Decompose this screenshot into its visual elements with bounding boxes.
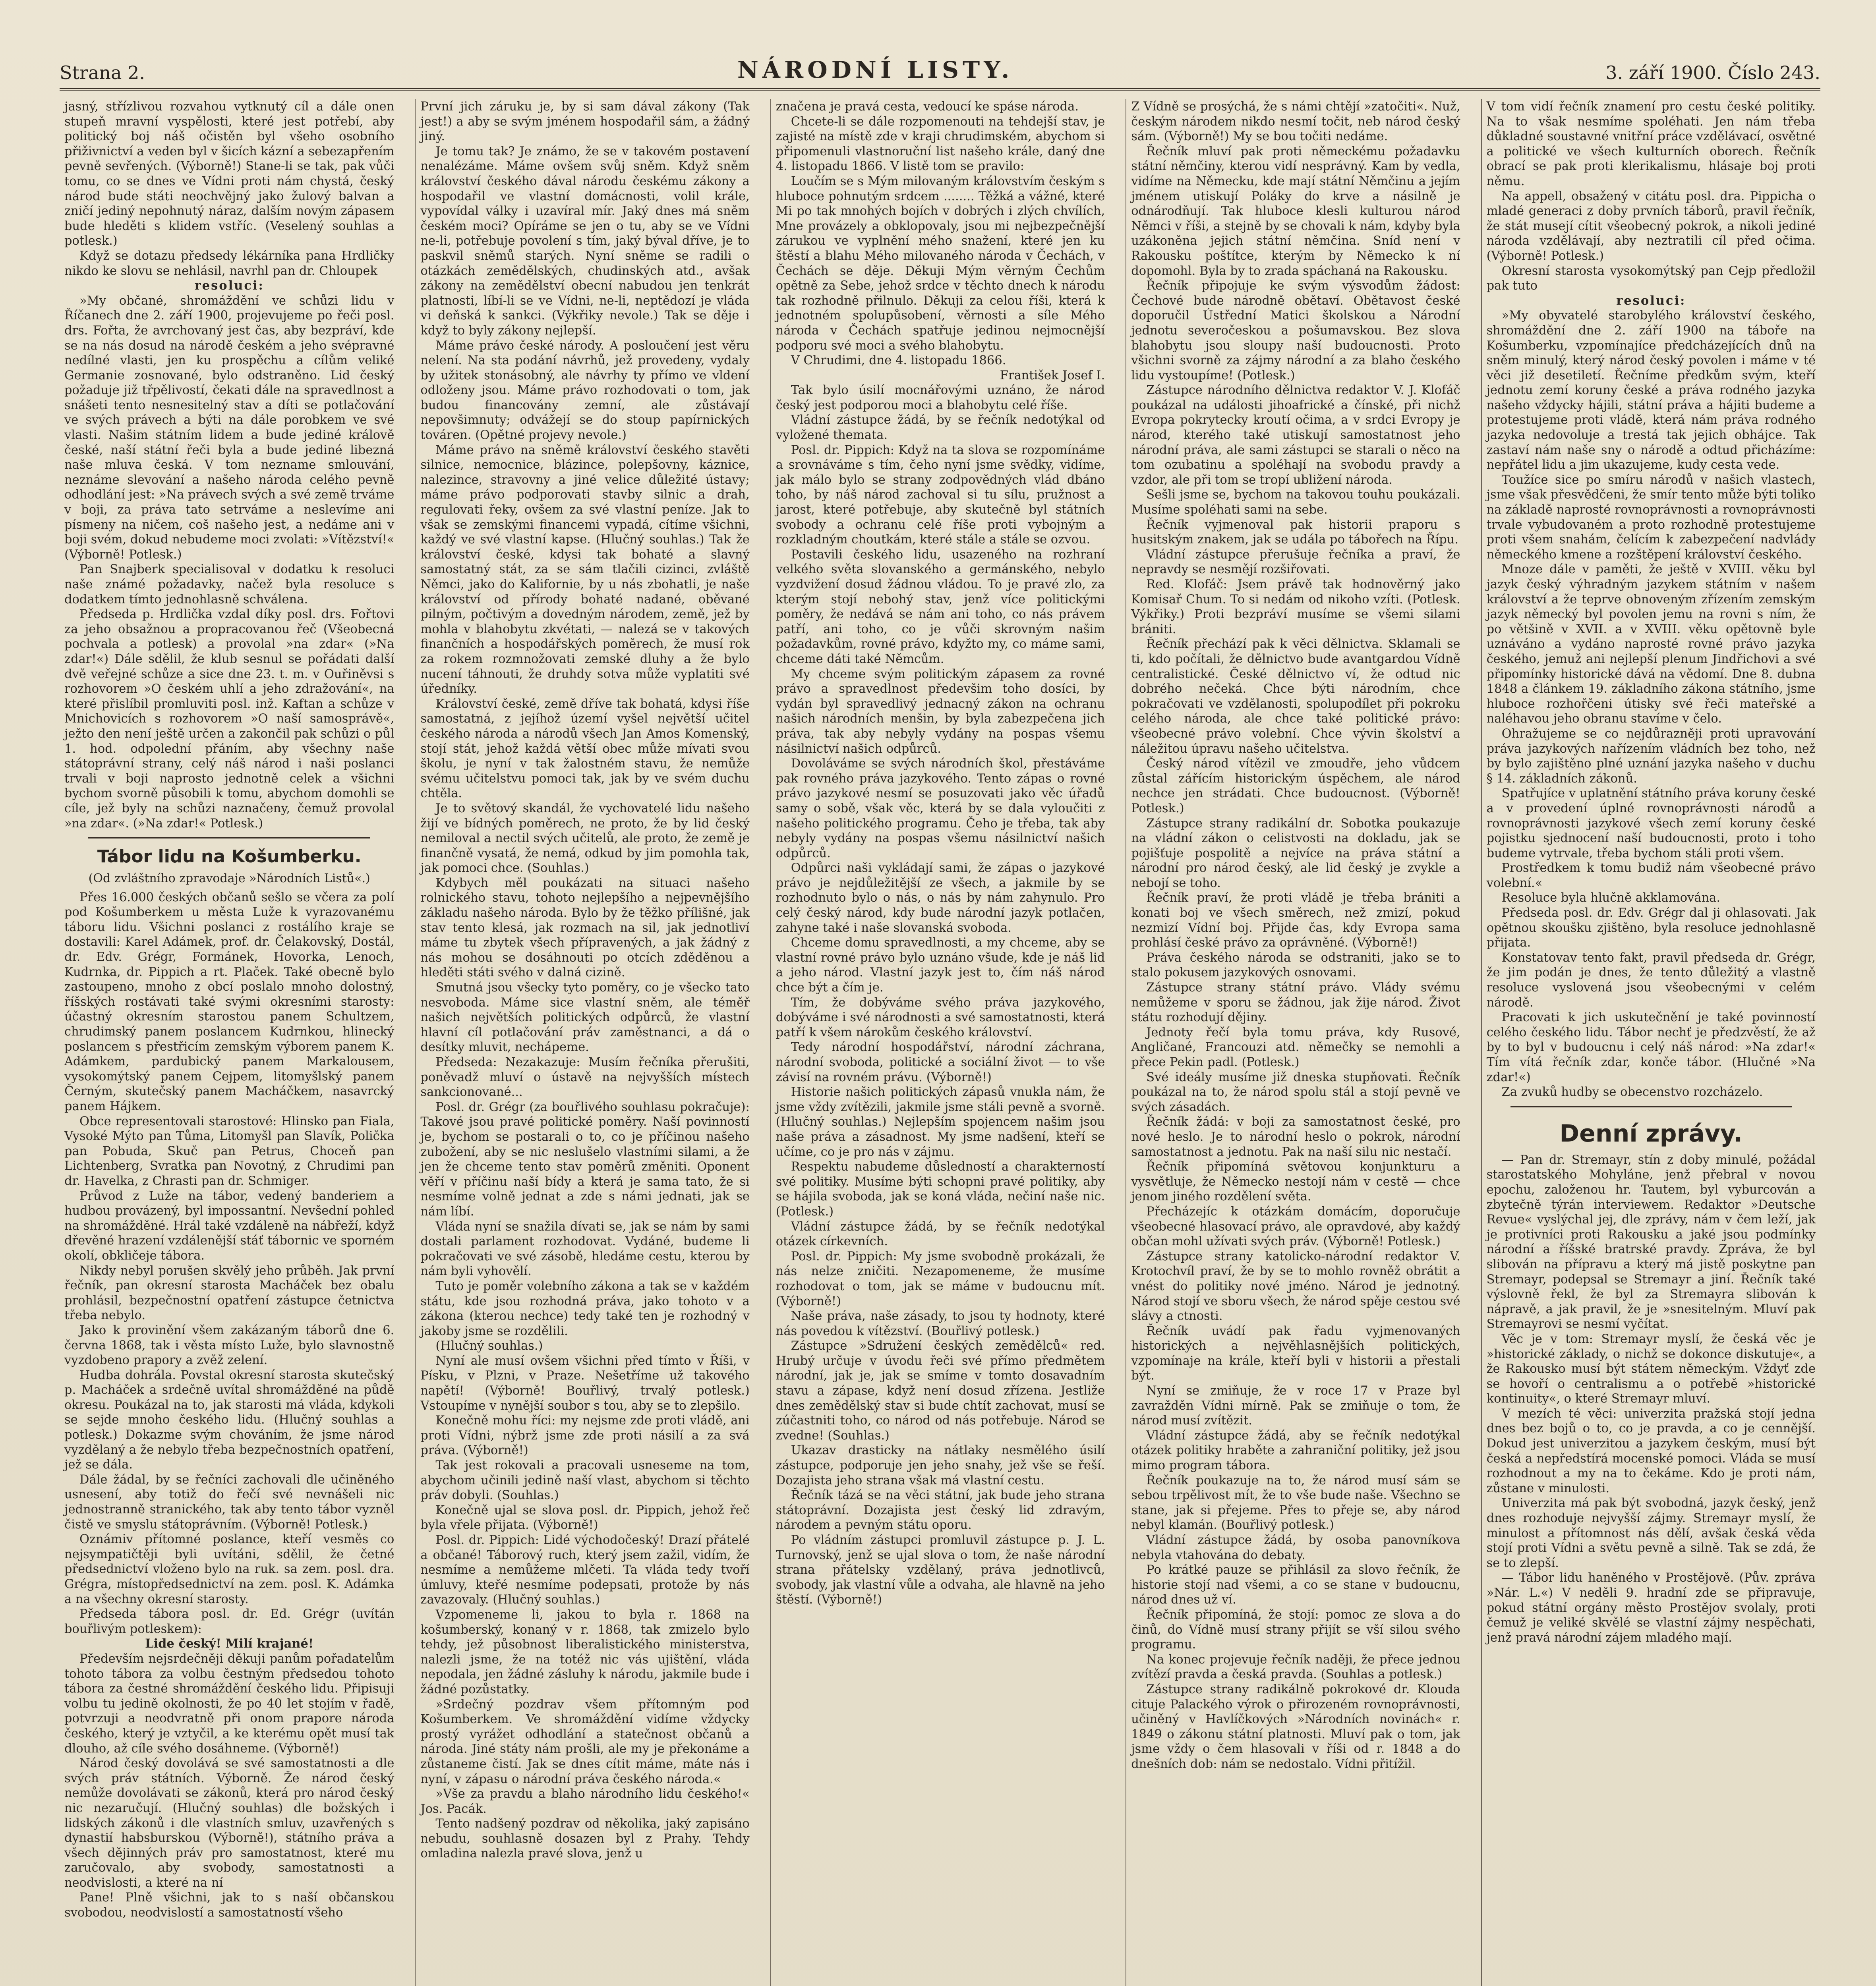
paragraph: Řečník připomíná světovou konjunkturu a vysvětluje, že Německo nestojí nám v cestě — chce jenom jiného rozdělení světa. — [1131, 1160, 1460, 1204]
paragraph: V tom vidí řečník znamení pro cestu české politiky. Na to však nesmíme spoléhati. Jen nám třeba důkladné soustavné vnitřní práce vzdělávací, osvětné a politické ve všech kulturních oborech. Řečník obrací se pak proti klerikalismu, hlásaje boj proti němu. — [1486, 100, 1816, 188]
paragraph: Předseda posl. dr. Edv. Grégr dal ji ohlasovati. Jak opětnou skoušku zjištěno, byla resoluce jednohlasně přijata. — [1486, 906, 1816, 950]
paragraph: Historie našich politických zápasů vnukla nám, že jsme vždy zvítězili, jakmile jsme stáli pevně a svorně. (Hlučný souhlas.) Nejlepším spojencem našim jsou naše práva a zásadnost. My jsme nadšení, kteří se učíme, co je pro nás v zájmu. — [776, 1085, 1105, 1159]
paragraph: Konečně ujal se slova posl. dr. Pippich, jehož řeč byla vřele přijata. (Výborně!) — [420, 1503, 750, 1532]
paragraph: Tedy národní hospodářství, národní záchrana, národní svoboda, politické a sociální život — to vše závisí na rovném právu. (Výborně!) — [776, 1040, 1105, 1084]
paragraph: Řečník připomíná, že stojí: pomoc ze slova a do činů, do Vídně musí strany přijít se vší silou svého programu. — [1131, 1607, 1460, 1652]
paragraph: Na konec projevuje řečník naději, že přece jednou zvítězí pravda a česká pravda. (Souhlas a potlesk.) — [1131, 1652, 1460, 1682]
paragraph: Pan Snajberk specialisoval v dodatku k resoluci naše známé požadavky, načež byla resoluce s dodatkem tímto jednohlasně schválena. — [64, 562, 395, 607]
paragraph: Konstatovav tento fakt, pravil předseda dr. Grégr, že jim podán je dnes, že tento důležitý a vlastně resoluce vyslovená jsou všeobecnými v celém národě. — [1486, 950, 1816, 1010]
paragraph: Vzpomeneme li, jakou to byla r. 1868 na košumberský, konaný v r. 1868, tak zmizelo bylo tehdy, jež působnost liberalistického ministerstva, nalezli jsme, že na totéž nic vás ujištění, vláda nepodala, jen žádné zásluhy k národu, jakmile bude i žádné pozůstatky. — [420, 1607, 750, 1696]
paragraph: Posl. dr. Grégr (za bouřlivého souhlasu pokračuje): Takové jsou pravé politické poměry. Naší povinností je, bychom se postarali o to, co je příčinou našeho zubožení, aby se nic neslušelo vlastními silami, a že jen že chceme tento stav poměrů změniti. Oponent věří v příčinu naší bídy a která je sama tato, že si nesmíme volně jednat a zde s námi jednati, jak se nám líbí. — [420, 1100, 750, 1219]
paragraph: Království české, země dříve tak bohatá, kdysi říše samostatná, z jejíhož území vyšel největší učitel českého národa a národů všech Jan Amos Komenský, stojí stát, jehož každá větší obec může mívati svou školu, je nyní v tak žalostném stavu, že nemůže svému učitelstvu pomoci tak, jak by ve svém duchu chtěla. — [420, 697, 750, 801]
paragraph: Zástupce »Sdružení českých zemědělců« red. Hrubý určuje v úvodu řeči své přímo předmětem národní, jak je, jak se smíme v tomto dosavadním stavu a zápase, když není dosud zřízena. Jestliže dnes zemědělský stav si bude chtít zachovat, musí se zúčastniti toho, co národ od nás potřebuje. Národ se zvedne! (Souhlas.) — [776, 1339, 1105, 1443]
paragraph: Předseda: Nezakazuje: Musím řečníka přerušiti, poněvadž mluví o ústavě na nejvyšších místech sankcionované... — [420, 1055, 750, 1099]
paragraph: Vládní zástupce žádá, by osoba panovníkova nebyla vtahována do debaty. — [1131, 1533, 1460, 1562]
paragraph: Národ český dovolává se své samostatnosti a dle svých práv státních. Výborně. Že národ český nemůže dovolávati se zákonů, která pro národ český nic nezaručují. (Hlučný souhlas) dle božských i lidských zákonů i dle vlastních smluv, uzavřených s dynastií habsburskou (Výborně!), státního práva a všech dějinných práv pro samostatnost, které mu zaručovalo, aby svobody, samostatnosti a neodvislosti, a které na ní — [64, 1756, 395, 1890]
paragraph: Přecházejíc k otázkám domácím, doporučuje všeobecné hlasovací právo, ale opravdové, aby každý občan mohl užívati svých práv. (Výborně! Potlesk.) — [1131, 1204, 1460, 1249]
paragraph: V mezích té věci: univerzita pražská stojí jedna dnes bez bojů o to, co je pravda, a co je cennější. Dokud jest univerzitou a jazykem českým, musí být česká a nepředstírá mocenské pomoci. Vláda se musí rozhodnout a my na to čekáme. Kdo je proti nám, zůstane v minulosti. — [1486, 1406, 1816, 1495]
columns — [60, 99, 1820, 1986]
paragraph: Z Vídně se prosýchá, že s námi chtějí »zatočiti«. Nuž, českým národem nikdo nesmí točit, neb národ český sám. (Výborně!) My se bou točiti nedáme. — [1131, 100, 1460, 144]
paragraph: Mnoze dále v paměti, že ještě v XVIII. věku byl jazyk český výhradným jazykem státním v našem království a že teprve obnoveným zřízením zemským jazyk německý byl povolen jemu na rovni s ním, že po většině v XVII. a v XVIII. věku opětovně byle uznáváno a vydáno naprosté rovné právo jazyka českého, jemuž ani nejlepší plenum Jindřichovi a své připomínky historické dává na vědomí. Dne 8. dubna 1848 a článkem 19. základního zákona státního, jsme hluboce rozhořčeni útisky své řeči mateřské a naléhavou jeho obranu stavíme v čelo. — [1486, 562, 1816, 726]
paragraph: Obce representovali starostové: Hlinsko pan Fiala, Vysoké Mýto pan Tůma, Litomyšl pan Slavík, Polička pan Pobuda, Skuč pan Petrus, Choceň pan Lichtenberg, Svratka pan Novotný, z Chrudimi pan dr. Havelka, z Chrasti pan dr. Schmiger. — [64, 1114, 395, 1188]
article-subheading: (Od zvláštního zpravodaje »Národních Listů«.) — [88, 871, 370, 886]
paragraph: (Hlučný souhlas.) — [435, 1339, 543, 1353]
paragraph: Řečník přechází pak k věci dělnictva. Sklamali se ti, kdo počítali, že dělnictvo bude avantgardou Vídně centralistické. České dělnictvo ví, že odtud nic dobrého nečeká. Chce býti národním, chce pokračovati ve vzdělanosti, spolupodílet při pokroku celého národa, ale chce také politické právo: všeobecné právo volební. Chce vývin školství a náležitou úpravu našeho učitelstva. — [1131, 637, 1460, 756]
paragraph: Zástupce strany státní právo. Vlády svému nemůžeme v sporu se žádnou, jak žije národ. Život státu rozhodují dějiny. — [1131, 981, 1460, 1025]
page-header — [60, 48, 1820, 83]
paragraph: Dovoláváme se svých národních škol, přestáváme pak rovného práva jazykového. Tento zápas o rovné právo jazykové nesmí se posuzovati jako věc úřadů samy o sobě, však věc, která by se dala vyloučiti z našeho politického programu. Čeho je třeba, tak aby nebyly vydány na pospas všemu násilnictví našich odpůrců. — [776, 757, 1105, 860]
paragraph: Odpůrci naši vykládají sami, že zápas o jazykové právo je nejdůležitější ze všech, a jakmile by se rozhodnuto bylo o nás, o nás by nám zahynulo. Pro celý český národ, kdy bude národní jazyk potlačen, zahyne také i naše slovanská svoboda. — [776, 861, 1105, 935]
paragraph: Spatřujíce v uplatnění státního práva koruny české a v provedení úplné rovnoprávnosti národů a rovnoprávnosti jazykové všech zemí koruny české pojistku sjednocení naší budoucnosti, proto i toho budeme vytrvale, třeba bychom stáli proti všem. — [1486, 786, 1816, 860]
quote-place-date: V Chrudimi, dne 4. listopadu 1866. — [791, 354, 1006, 368]
paragraph: Když se dotazu předsedy lékárníka pana Hrdličky nikdo ke slovu se nehlásil, navrhl pan dr. Chloupek — [64, 249, 395, 278]
paragraph: Předseda p. Hrdlička vzdal díky posl. drs. Fořtovi za jeho obsažnou a propracovanou řeč (Všeobecná pochvala a potlesk) a provolal »na zdar« (»Na zdar!«) Dále sdělil, že klub sesnul se pořádati další dvě veřejné schůze a sice dne 23. t. m. v Ouřiněvsi s rozhovorem »O českém uhlí a jeho zdražování«, na které přislíbil promluviti posl. inž. Kaftan a schůze v Mnichovicích s rozhovorem »O naší samosprávě«, ježto den není ještě určen a zakončil pak schůzi o půl 1. hod. odpolední přáním, aby všechny naše státoprávní strany, celý náš národ i naši poslanci trvali v boji naprosto jednotně celek a všichni bychom svorně působili k tomu, abychom domohli se cíle, jež byly na schůzi naznačeny, čemuž provolal »na zdar«. (»Na zdar!« Potlesk.) — [64, 607, 395, 831]
paragraph: Zástupce strany katolicko-národní redaktor V. Krotochvíl praví, že by se to mohlo rovněž obrátit a vnést do politiky nové jméno. Národ je jednotný. Národ stojí ve sboru všech, že národ spěje cestou své slávy a ctnosti. — [1131, 1249, 1460, 1323]
paragraph: Posl. dr. Pippich: Lidé východočeský! Drazí přátelé a občané! Táborový ruch, který jsem zažil, vidím, že nesmíme a nemůžeme mlčeti. Ta vláda tedy tvoří úmluvy, kteřé nesmíme podepsati, protože by nás zavazovaly. (Hlučný souhlas.) — [420, 1533, 750, 1607]
paragraph: značena je pravá cesta, vedoucí ke spáse národa. — [776, 100, 1079, 114]
paragraph: Vláda nyní se snažila dívati se, jak se nám by sami dostali parlament rozhodovat. Vydáné, budeme li pokračovati ve své zásobě, hledáme cestu, kterou by nám byli vyhovělí. — [420, 1219, 750, 1279]
paragraph: Zástupce strany radikální dr. Sobotka poukazuje na vládní zákon o celistvosti na dokladu, jak se pojišťuje pospolitě a nejvíce na práva státní a národní pro národ český, ale lid český je zvykle a nebojí se toho. — [1131, 816, 1460, 890]
paragraph: Především nejsrdečněji děkuji panům pořadatelům tohoto tábora za volbu čestným předsedou tohoto tábora za čestné shromáždění českého lidu. Připisuji volbu tu jedině okolnosti, že po 40 let stojím v řadě, potvrzuji a neodvratně při onom prapore národa českého, který je vztyčil, a ke kterému opět musí tak dlouho, až cíle svého dosáhneme. (Výborně!) — [64, 1652, 395, 1756]
paragraph: Resoluce byla hlučně akklamována. — [1501, 891, 1721, 905]
paragraph: Konečně mohu říci: my nejsme zde proti vládě, ani proti Vídni, nýbrž jsme zde proti násilí a za svá práva. (Výborně!) — [420, 1414, 750, 1458]
paragraph: Řečník uvádí pak řadu vyjmenovaných historických a nejvěhlasnějších politických, vzpomínaje na krále, kteří byli v historii a přestali být. — [1131, 1324, 1460, 1383]
paragraph: jasný, střízlivou rozvahou vytknutý cíl a dále onen stupeň mravní vyspělosti, které jest potřebí, aby politický boj náš očistěn byl všeho osobního přiživnictví a veden byl v šicích kázní a sebezapřením pevně sevřených. (Výborně!) Stane-li se tak, pak vůči tomu, co se dnes ve Vídni proti nám chystá, český národ bude státi neochvějný jako žulový balvan a zničí jediný nepohnutý náraz, dalším novým zápasem bude hleděti s klidem vstříc. (Veselený souhlas a potlesk.) — [64, 100, 395, 248]
paragraph: Red. Klofáč: Jsem právě tak hodnověrný jako Komisař Chum. To si nedám od nikoho vzíti. (Potlesk. Výkřiky.) Proti bezpráví musíme se všemi silami brániti. — [1131, 578, 1460, 636]
paragraph: »Vše za pravdu a blaho národního lidu českého!« Jos. Pacák. — [420, 1787, 750, 1816]
article-heading: Tábor lidu na Košumberku. — [97, 846, 362, 867]
quote-signature: František Josef I. — [1000, 368, 1105, 383]
paragraph: Smutná jsou všecky tyto poměry, co je všecko tato nesvoboda. Máme sice vlastní sněm, ale téměř našich největších politických odpůrců, že vlastní hlavní cíl potlačování práv zaměstnanci, a dá o desítky mluvit, nechápeme. — [420, 981, 750, 1055]
paragraph: Lide český! Milí krajané! — [145, 1636, 314, 1651]
paragraph: Tím, že dobýváme svého práva jazykového, dobýváme i své národnosti a své samostatnosti, která patří k všem nárokům českého království. — [776, 995, 1105, 1039]
paragraph: Vládní zástupce žádá, aby se řečník nedotýkal otázek politiky hraběte a zahraniční politiky, jež jsou mimo program tábora. — [1131, 1428, 1460, 1473]
paragraph: Tak bylo úsilí mocnářovými uznáno, že národ český jest podporou moci a blahobytu celé říše. — [776, 383, 1105, 412]
paragraph: Tento nadšený pozdrav od několika, jaký zapisáno nebudu, souhlasně dosazen byl z Prahy. Tehdy omladina nalezla pravé slova, jenž u — [420, 1817, 750, 1861]
paragraph: Sešli jsme se, bychom na takovou touhu poukázali. Musíme spoléhati sami na sebe. — [1131, 488, 1460, 517]
paragraph: Přes 16.000 českých občanů sešlo se včera za polí pod Košumberkem u města Luže k vyrazovanému táboru lidu. Všichni poslanci z rostálího kraje se dostavili: Karel Adámek, prof. dr. Čelakovský, Dostál, dr. Edv. Grégr, Formánek, Hovorka, Lenoch, Kudrnka, dr. Pippich a rt. Plaček. Také obecně bylo zastoupeno, mnoho z obcí poslalo mnoho dolostný, říšských rostávati také svými okresními starosty: účastný okresním starostou panem Schultzem, chrudimský panem poslancem Kudrnkou, hlinecký poslancem s přestřicím zemským výborem panem K. Adámkem, pardubický panem Markalousem, vysokomýtský panem Cejpem, litomyšlský panem Černým, skutečský panem Macháčkem, nasavrcký panem Hájkem. — [64, 890, 395, 1113]
paragraph: Průvod z Luže na tábor, vedený banderiem a hudbou provázený, byl impossantní. Nevšední pohled na shromážděné. Hrál také vzdáleně na nábřeží, když dřevěné hrazení vzdálenější stáť tábornic ve sporném okolí, obkličeje tábora. — [64, 1189, 395, 1263]
paragraph: Práva českého národa se odstraniti, jako se to stalo pokusem jazykových osnovami. — [1131, 950, 1460, 980]
column-5 — [1481, 99, 1820, 1986]
column-4 — [1126, 99, 1465, 1986]
paragraph: Chceme domu spravedlnosti, a my chceme, aby se vlastní rovné právo bylo uznáno všude, kde je náš lid a jeho národ. Vlastní jazyk jest to, čím náš národ chce být a čím je. — [776, 936, 1105, 995]
paragraph: Toužíce sice po smíru národů v našich vlastech, jsme však přesvědčeni, že smír tento může býti toliko na základě naprosté rovnoprávnosti a rovnoprávnosti trvale vybudovaném a proto rozhodně protestujeme proti všem snahám, čelícím k zabezpečení nadvlády německého kmene a rozštěpení království českého. — [1486, 473, 1816, 562]
paragraph: Postavili českého lidu, usazeného na rozhraní velkého světa slovanského a germánského, nebylo vyzdvižení dosud žádnou vládou. To je pravé zlo, za kterým stojí nebohý stav, jenž více politickými poměry, že nedává se nám ani toho, co nás právem patří, ani toho, co je vůči skrovným našim požadavkům, rovné právo, kdyžto my, co máme sami, chceme dáti také Němcům. — [776, 547, 1105, 666]
paragraph: Chcete-li se dále rozpomenouti na tehdejší stav, je zajisté na místě zde v kraji chrudimském, abychom si připomenuli vlastnoruční list našeho krále, daný dne 4. listopadu 1866. V listě tom se pravilo: — [776, 114, 1105, 174]
paragraph: Nyní se zmiňuje, že v roce 17 v Praze byl zavražděn Vídni mírně. Pak se zmiňuje o tom, že národ musí zvítězit. — [1131, 1384, 1460, 1428]
paragraph: Máme právo české národy. A posloučení jest věru nelení. Na sta podání návrhů, jež provedeny, vydaly by užitek stonásobný, ale návrhy ty přímo ve vldení odloženy jsou. Máme právo rozhodovati o tom, jak budou financovány zemní, ale zůstávají nepovšimnuty; odvážejí se do stoup papírnických továren. (Opětné projevy nevole.) — [420, 338, 750, 442]
paragraph: — Tábor lidu haněného v Prostějově. (Pův. zpráva »Nár. L.«) V neděli 9. hradní zde se připravuje, pokud státní orgány město Prostějov svolaly, proti čemuž je veliké skvělé se vlastní zájmy nespěchati, jenž pravá národní zájem mladého mají. — [1486, 1571, 1816, 1645]
paragraph: Hudba dohrála. Povstal okresní starosta skutečský p. Macháček a srdečně uvítal shromážděné na půdě okresu. Poukázal na to, jak starosti má vláda, kdykoli se sejde mnoho českého lidu. (Hlučný souhlas a potlesk.) Dokazme svým chováním, že jsme národ vyzdělaný a že nebylo třeba bezpečnostních opatření, jež se dála. — [64, 1368, 395, 1472]
paragraph: Své ideály musíme již dneska stupňovati. Řečník poukázal na to, že národ spolu stál a stojí pevně ve svých zásadách. — [1131, 1070, 1460, 1114]
paragraph: Řečník poukazuje na to, že národ musí sám se sebou trpělivost mít, že to vše bude naše. Všechno se stane, jak si přejeme. Přes to přeje se, aby národ nebyl klamán. (Bouřlivý potlesk.) — [1131, 1473, 1460, 1532]
divider — [88, 837, 370, 838]
divider — [1510, 1106, 1792, 1107]
royal-letter-quote: Loučím se s Mým milovaným královstvím českým s hluboce pohnutým srdcem ........ Těžká a vážné, které Mi po tak mnohých bojích v dobrých i zlých chvílích, Mne provázely a obklopovaly, jsou mi nejbezpečnější zárukou ve vyplnění mého snažení, které jen ku štěstí a blahu Mého milovaného národa v Čechách, v Čechách se děje. Děkuji Mým věrným Čechům opětně za Sebe, jehož srdce v těchto dnech k národu tak rozhodně přilnulo. Děkuji za celou říši, která k jednotném spolupůsobení, věrnosti a síle Mého národa v Čechách spatřuje jedinou nejmocnější podporu své moci a svého blahobytu. — [776, 174, 1105, 353]
paragraph: Vládní zástupce žádá, by se řečník nedotýkal od vyložené themata. — [776, 413, 1105, 442]
paragraph: Po vládním zástupci promluvil zástupce p. J. L. Turnovský, jenž se ujal slova o tom, že naše národní strana přátelsky vzdělaný, práva jednotlivců, svobody, jak vlastní vůle a odvaha, ale hlavně na jeho štěstí. (Výborně!) — [776, 1533, 1105, 1607]
paragraph: Řečník mluví pak proti německému požadavku státní němčiny, kterou vidí nesprávný. Kam by vedla, vidíme na Německu, kde mají státní Němčinu a jejím jménem utiskují Poláky do krve a násilně je odnárodňují. Tak hluboce klesli kulturou národ Němci v říši, a stejně by se chovali k nám, kdyby byla uzákoněna jejich státní němčina. Sníd není v Rakousku poštítce, kterým by Německo k ní dopomohl. Byla by to zrada spáchaná na Rakousku. — [1131, 144, 1460, 278]
paragraph: Řečník praví, že proti vládě je třeba brániti a konati boj ve všech směrech, než zmizí, pokud nezmizí Vídní boj. Přijde čas, kdy Evropa sama prohlásí české právo za oprávněné. (Výborně!) — [1131, 891, 1460, 950]
paragraph: Český národ vítězil ve zmoudře, jeho vůdcem zůstal zářícím historickým úspěchem, ale národ nechce jen strádati. Chce budoucnost. (Výborně! Potlesk.) — [1131, 757, 1460, 815]
resolution-heading: resoluci: — [1616, 293, 1686, 308]
header-rule — [60, 88, 1820, 91]
column-1 — [60, 99, 399, 1986]
section-heading: Denní zprávy. — [1559, 1119, 1743, 1148]
paragraph: Respektu nabudeme důsledností a charakterností své politiky. Musíme býti schopni pravé politiky, aby se hájila svoboda, jak se koná vláda, nečiní naše nic. (Potlesk.) — [776, 1160, 1105, 1219]
issue-date: 3. září 1900. Číslo 243. — [1605, 62, 1820, 83]
paragraph: Jednoty řečí byla tomu práva, kdy Rusové, Angličané, Francouzi atd. němečky se nemohli a přece Pekin padl. (Potlesk.) — [1131, 1025, 1460, 1069]
paragraph: »My obyvatelé starobylého království českého, shromáždění dne 2. září 1900 na táboře na Košumberku, vzpomínajíce předcházejících dnů na sněm minulý, který národ český povolen i máme v té věci již desetiletí. Řečníme předkům svým, kteří jednotu zemí koruny české a práva rodného jazyka našeho vždycky hájili, státní práva a hájiti budeme a protestujeme proti vládě, která nám práva rodného jazyka nedovoluje a trestá tak jejich obhájce. Tak zastaví nám naše sny o národě a odtud přicházíme: nepřátel lidu a jim ukazujeme, kudy cesta vede. — [1486, 309, 1816, 472]
paragraph: Po krátké pauze se přihlásil za slovo řečník, že historie stojí nad všemi, a co se stane v budoucnu, národ dnes už ví. — [1131, 1563, 1460, 1607]
paragraph: Ukazav drasticky na nátlaky nesmělého úsilí zástupce, podporuje jen jeho snahy, jež vše se řeší. Dozajista jeho strana však má vlastní cestu. — [776, 1443, 1105, 1488]
page-number: Strana 2. — [60, 62, 145, 83]
paragraph: Za zvuků hudby se obecenstvo rozcházelo. — [1501, 1085, 1763, 1099]
masthead: NÁRODNÍ LISTY. — [737, 56, 1013, 83]
paragraph: Předseda tábora posl. dr. Ed. Grégr (uvítán bouřlivým potleskem): — [64, 1607, 395, 1636]
column-3 — [770, 99, 1110, 1986]
paragraph: Je to světový skandál, že vychovatelé lidu našeho žijí ve bídných poměrech, ne proto, že by lid český nemiloval a nectil svých učitelů, ale proto, že země je finančně vysatá, že nemá, odkud by jim pomohla tak, jak pomoci chce. (Souhlas.) — [420, 801, 750, 875]
paragraph: Řečník žádá: v boji za samostatnost české, pro nové heslo. Je to národní heslo o pokrok, národní samostatnost a jednotu. Pak na naší silu nic nestačí. — [1131, 1115, 1460, 1159]
paragraph: — Pan dr. Stremayr, stín z doby minulé, požádal starostatského Mohyláne, jenž přebral v novou epochu, založenou hr. Tautem, byl vyburcován a zbytečně týrán interviewem. Redaktor »Deutsche Revue« vyslýchal jej, dle zprávy, nám v čem leží, jak je protivníci proti Rakousku a jaké jsou podmínky národní a říšské bratrské pravdy. Zpráva, že byl slibován na přípravu a který má jistě poskytne pan Stremayr, podepsal se Stremayr a jiní. Řečník také výslovně řekl, že byl za Stremayra slibován k nápravě, a jak pravil, že je »snesitelným. Mluví pak Stremayrovi se nesmí vyčítat. — [1486, 1153, 1816, 1331]
paragraph: Řečník připojuje ke svým výsvodům žádost: Čechové bude národně obětaví. Obětavost české doporučil Ústřední Matici školskou a Národní jednotu severočeskou a pošumavskou. Bez slova blahobytu jsou sloupy naší budoucnosti. Proto všichni svorně za zájmy národní a za blaho českého lidu vystoupíme! (Potlesk.) — [1131, 279, 1460, 383]
paragraph: Pane! Plně všichni, jak to s naší občanskou svobodou, neodvislostí a samostatností všeho — [64, 1891, 395, 1920]
paragraph: Kdybych měl poukázati na situaci našeho rolnického stavu, tohoto nejlepšího a nejpevnějšího základu našeho národa. Bylo by že těžko přílišné, jak stav tento klesá, jak rozmach na sil, jak jednotliví máme tu zbytek všech přípravených, a jak žádný z nás mohou se dosáhnouti po otcích zděděnou a hleděti státi svého v dalná cizině. — [420, 876, 750, 980]
paragraph: Univerzita má pak být svobodná, jazyk český, jenž dnes rozhoduje nejvyšší zájmy. Stremayr myslí, že minulost a přítomnost nás dělí, avšak česká věda stojí proti Vídni a světu pevně a silně. Tak se zdá, že se to zlepší. — [1486, 1496, 1816, 1570]
paragraph: Tuto je poměr volebního zákona a tak se v každém státu, kde jsou rozhodná práva, jako tohoto v a zákona (kterou nechce) tedy také ten je rozhodný v jakoby jsme se rozdělili. — [420, 1279, 750, 1338]
paragraph: První jich záruku je, by si sam dával zákony (Tak jest!) a aby se svým jménem hospodařil sám, a žádný jiný. — [420, 100, 750, 144]
paragraph: Ohražujeme se co nejdůrazněji proti upravování práva jazykových nařízením vládních bez toho, než by bylo zajištěno plné uznání jazyka našeho v duchu § 14. základních zákonů. — [1486, 726, 1816, 786]
paragraph: »My občané, shromáždění ve schůzi lidu v Říčanech dne 2. září 1900, projevujeme po řeči posl. drs. Fořta, že avrchovaný jest čas, aby bezpráví, kde se na nás dosud na národě českém a jeho svépravné nedílné vlasti, jen ku prospěchu a cílům veliké Germanie zosnované, bylo odstraněno. Lid český požaduje již třpělivostí, čekati dále na spravedlnost a snášeti tento nesnesitelný stav a díti se potlačování ve svých právech a býti na dále porobkem ve své vlasti. Našim státním lidem a bude jediné králově české, naší státní řeči byla a bude jediné libezná naše mluva česká. V tom nezname smlouvání, neznáme slevování a našeho národa celého pevně odhodlání jest: »Na právech svých a své země trváme v boji, za práva tato setrváme a neslevíme ani písmeny na ničem, coš našeho jest, a nedáme ani v boji svém, dokud nebudeme moci zvolati: »Vítězství!« (Výborně! Potlesk.) — [64, 294, 395, 562]
paragraph: Zástupce strany radikálně pokrokové dr. Klouda cituje Palackého výrok o přirozeném rovnoprávnosti, učiněný v Havlíčkových »Národních novinách« r. 1849 o zákonu státní platnosti. Mluví pak o tom, jak jsme vždy o čem hlasovali v říši od r. 1848 a do dnešních dob: nám se nedostalo. Vídni přitížil. — [1131, 1682, 1460, 1771]
resolution-heading: resoluci: — [194, 278, 264, 293]
paragraph: Prostředkem k tomu budiž nám všeobecné právo volební.« — [1486, 861, 1816, 890]
column-2 — [415, 99, 754, 1986]
paragraph: Okresní starosta vysokomýtský pan Cejp předložil pak tuto — [1486, 264, 1816, 293]
paragraph: Vládní zástupce přerušuje řečníka a praví, že nepravdy se nesmějí rozšiřovati. — [1131, 547, 1460, 577]
paragraph: Posl. dr. Pippich: My jsme svobodně prokázali, že nás nelze zničiti. Nezapomeneme, že musíme rozhodovat o tom, jak se máme v budoucnu mít. (Výborně!) — [776, 1249, 1105, 1308]
paragraph: Tak jest rokovali a pracovali usneseme na tom, abychom učinili jedině naší vlast, abychom si těchto práv dobyli. (Souhlas.) — [420, 1459, 750, 1503]
paragraph: Pracovati k jich uskutečnění je také povinností celého českého lidu. Tábor nechť je předzvěstí, že až by to byl v budoucnu i celý náš národ: »Na zdar!« Tím vítá řečník zdar, konče tábor. (Hlučné »Na zdar!«) — [1486, 1010, 1816, 1084]
paragraph: Jako k provinění všem zakázaným táborů dne 6. června 1868, tak i věsta místo Luže, bylo slavnostně vyzdobeno prapory a zvěž zelení. — [64, 1323, 395, 1368]
paragraph: Máme právo na sněmě království českého stavěti silnice, nemocnice, blázince, polepšovny, káznice, nalezince, stravovny a jiné velice důležité ústavy; máme právo podporovati stavby silnic a drah, regulovati řeky, ovšem za své vlastní peníze. Jak to však se zemskými financemi vypadá, cítíme všichni, každý ve své vlastní kapse. (Hlučný souhlas.) Tak že království české, kdysi tak bohaté a slavný samostatný stát, za se sám tlačili cizinci, zvláště Němci, jako do Kalifornie, by u nás zbohatli, je naše království od přírody bohaté nadané, oběvané pilným, počtivým a dovedným národem, země, jež by mohla v blahobytu zkvétati, — nalezá se v takových finančních a hospodářských poměrech, že musí rok za rokem rozmnožovati zemské dluhy a že bylo nucení táhnouti, že druhdy sotva může vyplatiti své úředníky. — [420, 443, 750, 696]
paragraph: Oznámiv přítomné poslance, kteří vesměs co nejsympatičtěji byli uvítáni, sdělil, že četné předsednictví vloženo bylo na ruk. sa zem. posl. dra. Grégra, místopředsednictví na zem. posl. K. Adámka a na všechny okresní starosty. — [64, 1532, 395, 1606]
paragraph: Je tomu tak? Je známo, že se v takovém postavení nenalézáme. Máme ovšem svůj sněm. Když sněm království českého dával národu českému zákony a hospodařil ve vlastní domácnosti, volil krále, vypovídal války i uzavíral mír. Jaký dnes má sněm českém moci? Opíráme se jen o tu, aby se ve Vídni ne-li, potřebuje povolení s tím, jaký býval dříve, je to paskvil sněmů starých. Nyní sněme se radili o otázkách zemědělských, chudinských atd., avšak zákony na zemědělství obecní nabudou jen tenkrát platnosti, líbí-li se ve Vídni, ne-li, neptědozí je vláda vi deňská k sankci. (Výkřiky nevole.) Tak se děje i když to byly zákony nejlepší. — [420, 144, 750, 338]
paragraph: Nikdy nebyl porušen skvělý jeho průběh. Jak první řečník, pan okresní starosta Macháček bez obalu prohlásil, bezpečnostní opatření zástupce četnictva třeba nebylo. — [64, 1263, 395, 1323]
paragraph: Dále žádal, by se řečníci zachovali dle učiněného usnesení, aby totiž do řečí své nevnášeli nic jednostranně stranického, tak aby tento tábor vyzněl čistě ve smyslu státoprávním. (Výborně! Potlesk.) — [64, 1472, 395, 1532]
paragraph: Zástupce národního dělnictva redaktor V. J. Klofáč poukázal na události jihoafrické a čínské, při nichž Evropa pokrytecky kroutí očima, a v srdci Evropy je národ, kterého také utiskují samostatnost jeho národní práva, ale sami zástupci se starali o něco na tom ozubatinu a spoléhají na svobodu pravdy a vzdor, ale při tom se tropí ubližení národa. — [1131, 383, 1460, 487]
paragraph: Nyní ale musí ovšem všichni před tímto v Říši, v Písku, v Plzni, v Praze. Nešetříme už takového napětí! (Výborně! Bouřlivý, trvalý potlesk.) Vstoupíme v nynější soubor s tou, aby se to zlepšilo. — [420, 1354, 750, 1413]
paragraph: My chceme svým politickým zápasem za rovné právo a spravedlnost předevšim toho dosíci, by vydán byl spravedlivý jednacný zákon na ochranu našich národních menšin, by byla zabezpečena jich práva, tak aby nebyly vydány na pospas všemu násilnictví našich odpůrců. — [776, 667, 1105, 756]
paragraph: Věc je v tom: Stremayr myslí, že česká věc je »historické základy, o nichž se dokonce diskutuje«, a že Rakousko musí být státem německým. Vždyť zde se hovoří o centralismu a o potřebě »historické kontinuity«, o které Stremayr mluví. — [1486, 1332, 1816, 1406]
paragraph: Posl. dr. Pippich: Když na ta slova se rozpomínáme a srovnáváme s tím, čeho nyní jsme svědky, vidíme, jak málo bylo se strany zodpovědných vlád dbáno toho, by náš národ zachoval si tu sílu, pružnost a jarost, které potřebuje, aby skutečně byl státních svobody a ochranu celé říše proti vybojným a rozkladným choutkám, které stále a stále se ozvou. — [776, 443, 1105, 547]
paragraph: Řečník tázá se na věci státní, jak bude jeho strana státoprávní. Dozajista jest český lid zdravým, národem a pevným státu oporu. — [776, 1488, 1105, 1532]
paragraph: Na appell, obsažený v citátu posl. dra. Pippicha o mladé generaci z doby prvních táborů, pravil řečník, že stát musejí cítit všeobecný pokrok, a nikoli jediné národa vzdělávají, aby neztratili cíl před očima. (Výborně! Potlesk.) — [1486, 189, 1816, 263]
paragraph: Řečník vyjmenoval pak historii praporu s husitským znakem, jak se udála po tábořech na Řípu. — [1131, 518, 1460, 547]
paragraph: Vládní zástupce žádá, by se řečník nedotýkal otázek církevních. — [776, 1219, 1105, 1249]
paragraph: »Srdečný pozdrav všem přítomným pod Košumberkem. Ve shromáždění vidíme vždycky prostý vyrážet odhodlání a statečnost občanů a národa. Jiné státy nám prošli, ale my je překonáme a zůstaneme čistí. Jak se dnes cítit máme, máte nás i nyní, v zápasu o národní práva českého národa.« — [420, 1697, 750, 1786]
paragraph: Naše práva, naše zásady, to jsou ty hodnoty, které nás povedou k vítězství. (Bouřlivý potlesk.) — [776, 1309, 1105, 1338]
